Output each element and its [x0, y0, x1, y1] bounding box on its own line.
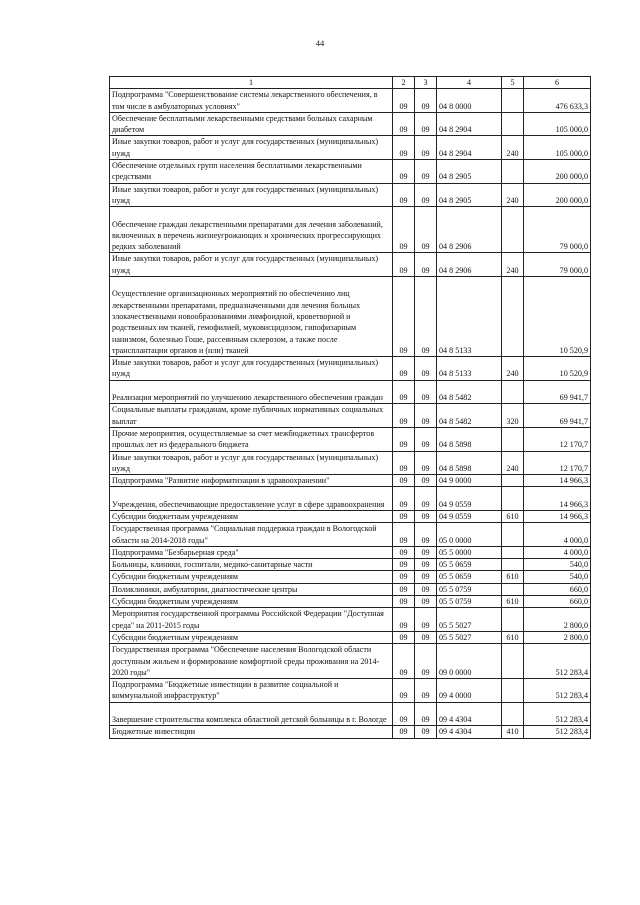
row-amount: 2 800,0 — [524, 631, 591, 643]
row-name: Подпрограмма "Бюджетные инвестиции в развитие социальной и коммунальной инфраструктур" — [110, 679, 393, 703]
row-expense-type: 240 — [502, 451, 524, 475]
table-row — [110, 487, 591, 511]
row-section: 09 — [393, 89, 415, 113]
row-expense-type: 240 — [502, 253, 524, 277]
row-name: Государственная программа "Обеспечение населения Вологодской области доступным жильем и формирование комфортной среды проживания на 2014-2020 годы" — [110, 644, 393, 679]
row-section: 09 — [393, 404, 415, 428]
row-name: Обеспечение граждан лекарственными препаратами для лечения заболеваний, включенных в перечень жизнеугрожающих и хронических прогрессирующих редких заболеваний — [110, 207, 393, 253]
row-name: Бюджетные инвестиции — [110, 726, 393, 738]
row-amount: 10 520,9 — [524, 277, 591, 357]
table-row — [110, 357, 591, 381]
header-col-3: 3 — [415, 77, 437, 89]
row-subsection: 09 — [415, 571, 437, 583]
row-target-article: 09 4 4304 — [437, 726, 502, 738]
row-expense-type — [502, 487, 524, 511]
row-name: Обеспечение отдельных групп населения бесплатными лекарственными средствами — [110, 160, 393, 184]
row-name: Иные закупки товаров, работ и услуг для государственных (муниципальных) нужд — [110, 357, 393, 381]
row-expense-type — [502, 546, 524, 558]
row-name: Субсидии бюджетным учреждениям — [110, 631, 393, 643]
row-name: Иные закупки товаров, работ и услуг для государственных (муниципальных) нужд — [110, 183, 393, 207]
row-amount: 512 283,4 — [524, 644, 591, 679]
table-row — [110, 571, 591, 583]
row-subsection: 09 — [415, 136, 437, 160]
row-amount: 200 000,0 — [524, 183, 591, 207]
row-name: Реализация мероприятий по улучшению лекарственного обеспечения граждан — [110, 380, 393, 404]
row-expense-type: 410 — [502, 726, 524, 738]
row-expense-type — [502, 523, 524, 547]
header-col-2: 2 — [393, 77, 415, 89]
row-section: 09 — [393, 546, 415, 558]
row-section: 09 — [393, 596, 415, 608]
row-section: 09 — [393, 183, 415, 207]
row-amount: 69 941,7 — [524, 380, 591, 404]
row-name: Больницы, клиники, госпитали, медико-санитарные части — [110, 559, 393, 571]
table-row — [110, 136, 591, 160]
row-amount: 14 966,3 — [524, 475, 591, 487]
table-row — [110, 679, 591, 703]
row-name: Социальные выплаты гражданам, кроме публичных нормативных социальных выплат — [110, 404, 393, 428]
row-expense-type — [502, 679, 524, 703]
row-amount: 4 000,0 — [524, 546, 591, 558]
row-expense-type — [502, 608, 524, 632]
row-subsection: 09 — [415, 679, 437, 703]
row-expense-type — [502, 160, 524, 184]
table-row — [110, 207, 591, 253]
row-subsection: 09 — [415, 631, 437, 643]
table-row — [110, 475, 591, 487]
row-amount: 12 170,7 — [524, 427, 591, 451]
table-row — [110, 112, 591, 136]
row-target-article: 05 5 0659 — [437, 571, 502, 583]
row-target-article: 05 5 0000 — [437, 546, 502, 558]
row-subsection: 09 — [415, 608, 437, 632]
row-subsection: 09 — [415, 277, 437, 357]
header-col-4: 4 — [437, 77, 502, 89]
row-amount: 660,0 — [524, 583, 591, 595]
row-target-article: 04 8 2906 — [437, 207, 502, 253]
row-expense-type: 610 — [502, 511, 524, 523]
row-section: 09 — [393, 679, 415, 703]
row-amount: 14 966,3 — [524, 487, 591, 511]
row-subsection: 09 — [415, 511, 437, 523]
row-section: 09 — [393, 357, 415, 381]
row-section: 09 — [393, 631, 415, 643]
row-section: 09 — [393, 559, 415, 571]
row-name: Поликлиники, амбулатории, диагностические центры — [110, 583, 393, 595]
table-row — [110, 404, 591, 428]
row-expense-type: 610 — [502, 596, 524, 608]
table-body — [110, 89, 591, 738]
row-target-article: 04 8 0000 — [437, 89, 502, 113]
table-row — [110, 631, 591, 643]
row-subsection: 09 — [415, 523, 437, 547]
row-section: 09 — [393, 136, 415, 160]
row-amount: 660,0 — [524, 596, 591, 608]
row-target-article: 04 9 0559 — [437, 511, 502, 523]
row-amount: 512 283,4 — [524, 726, 591, 738]
header-row — [110, 77, 591, 89]
row-name: Субсидии бюджетным учреждениям — [110, 511, 393, 523]
row-expense-type: 320 — [502, 404, 524, 428]
table-row — [110, 726, 591, 738]
table-row — [110, 596, 591, 608]
row-target-article: 05 5 5027 — [437, 608, 502, 632]
row-amount: 105 000,0 — [524, 112, 591, 136]
row-amount: 69 941,7 — [524, 404, 591, 428]
row-expense-type: 240 — [502, 183, 524, 207]
row-target-article: 04 8 5898 — [437, 451, 502, 475]
row-amount: 540,0 — [524, 559, 591, 571]
row-amount: 79 000,0 — [524, 207, 591, 253]
row-name: Обеспечение бесплатными лекарственными средствами больных сахарным диабетом — [110, 112, 393, 136]
row-expense-type — [502, 644, 524, 679]
row-subsection: 09 — [415, 357, 437, 381]
row-target-article: 04 8 5133 — [437, 357, 502, 381]
table-row — [110, 511, 591, 523]
row-expense-type: 610 — [502, 631, 524, 643]
row-target-article: 04 9 0559 — [437, 487, 502, 511]
table-row — [110, 277, 591, 357]
row-amount: 476 633,3 — [524, 89, 591, 113]
row-subsection: 09 — [415, 475, 437, 487]
row-section: 09 — [393, 253, 415, 277]
row-section: 09 — [393, 112, 415, 136]
table-row — [110, 523, 591, 547]
row-amount: 512 283,4 — [524, 702, 591, 726]
table-row — [110, 608, 591, 632]
row-expense-type — [502, 277, 524, 357]
row-amount: 12 170,7 — [524, 451, 591, 475]
table-row — [110, 183, 591, 207]
row-section: 09 — [393, 487, 415, 511]
row-section: 09 — [393, 451, 415, 475]
row-section: 09 — [393, 644, 415, 679]
row-name: Субсидии бюджетным учреждениям — [110, 571, 393, 583]
row-expense-type — [502, 112, 524, 136]
row-name: Учреждения, обеспечивающие предоставление услуг в сфере здравоохранения — [110, 487, 393, 511]
table-row — [110, 451, 591, 475]
row-section: 09 — [393, 380, 415, 404]
row-name: Иные закупки товаров, работ и услуг для государственных (муниципальных) нужд — [110, 253, 393, 277]
row-expense-type — [502, 583, 524, 595]
table-row — [110, 644, 591, 679]
row-subsection: 09 — [415, 596, 437, 608]
row-subsection: 09 — [415, 546, 437, 558]
table-row — [110, 253, 591, 277]
row-amount: 10 520,9 — [524, 357, 591, 381]
row-target-article: 05 0 0000 — [437, 523, 502, 547]
row-target-article: 05 5 5027 — [437, 631, 502, 643]
row-expense-type — [502, 207, 524, 253]
row-subsection: 09 — [415, 89, 437, 113]
header-col-1: 1 — [110, 77, 393, 89]
row-name: Субсидии бюджетным учреждениям — [110, 596, 393, 608]
table-row — [110, 380, 591, 404]
row-subsection: 09 — [415, 644, 437, 679]
row-expense-type: 240 — [502, 357, 524, 381]
header-col-6: 6 — [524, 77, 591, 89]
row-subsection: 09 — [415, 726, 437, 738]
row-name: Мероприятия государственной программы Российской Федерации "Доступная среда" на 2011-2015 годы — [110, 608, 393, 632]
row-subsection: 09 — [415, 253, 437, 277]
row-subsection: 09 — [415, 112, 437, 136]
row-subsection: 09 — [415, 380, 437, 404]
row-section: 09 — [393, 427, 415, 451]
row-subsection: 09 — [415, 559, 437, 571]
table-row — [110, 89, 591, 113]
row-target-article: 04 8 5898 — [437, 427, 502, 451]
row-subsection: 09 — [415, 404, 437, 428]
row-target-article: 05 5 0759 — [437, 596, 502, 608]
row-target-article: 04 8 2905 — [437, 183, 502, 207]
row-target-article: 04 8 5133 — [437, 277, 502, 357]
row-section: 09 — [393, 207, 415, 253]
row-subsection: 09 — [415, 583, 437, 595]
header-col-5: 5 — [502, 77, 524, 89]
row-target-article: 04 8 2904 — [437, 136, 502, 160]
row-amount: 540,0 — [524, 571, 591, 583]
row-name: Прочие мероприятия, осуществляемые за счет межбюджетных трансфертов прошлых лет из федерального бюджета — [110, 427, 393, 451]
row-target-article: 04 8 2904 — [437, 112, 502, 136]
row-target-article: 09 4 4304 — [437, 702, 502, 726]
row-target-article: 04 8 2906 — [437, 253, 502, 277]
row-name: Подпрограмма "Безбарьерная среда" — [110, 546, 393, 558]
row-name: Осуществление организационных мероприятий по обеспечению лиц лекарственными препаратами, предназначенными для лечения больных злокачественными новообразованиями лимфоидной, кроветворной и родственных им тканей, гемофилией, муковисцидозом, гипофизарным нанизмом, болезнью Гоше, рассеянным склерозом, а также после трансплантации органов и (или) тканей — [110, 277, 393, 357]
row-expense-type — [502, 89, 524, 113]
row-subsection: 09 — [415, 160, 437, 184]
row-target-article: 04 9 0000 — [437, 475, 502, 487]
budget-table — [109, 76, 591, 739]
row-target-article: 09 0 0000 — [437, 644, 502, 679]
row-subsection: 09 — [415, 427, 437, 451]
row-name: Подпрограмма "Развитие информатизации в здравоохранении" — [110, 475, 393, 487]
row-section: 09 — [393, 726, 415, 738]
row-target-article: 04 8 2905 — [437, 160, 502, 184]
table-row — [110, 160, 591, 184]
row-expense-type — [502, 702, 524, 726]
row-amount: 2 800,0 — [524, 608, 591, 632]
row-target-article: 09 4 0000 — [437, 679, 502, 703]
row-section: 09 — [393, 523, 415, 547]
page-number: 44 — [315, 38, 325, 48]
row-subsection: 09 — [415, 207, 437, 253]
row-target-article: 05 5 0759 — [437, 583, 502, 595]
row-target-article: 04 8 5482 — [437, 380, 502, 404]
row-name: Иные закупки товаров, работ и услуг для государственных (муниципальных) нужд — [110, 451, 393, 475]
row-section: 09 — [393, 475, 415, 487]
row-section: 09 — [393, 160, 415, 184]
row-name: Иные закупки товаров, работ и услуг для государственных (муниципальных) нужд — [110, 136, 393, 160]
row-subsection: 09 — [415, 451, 437, 475]
row-target-article: 04 8 5482 — [437, 404, 502, 428]
table-row — [110, 702, 591, 726]
row-expense-type — [502, 380, 524, 404]
row-expense-type: 240 — [502, 136, 524, 160]
row-amount: 200 000,0 — [524, 160, 591, 184]
row-amount: 14 966,3 — [524, 511, 591, 523]
row-section: 09 — [393, 511, 415, 523]
row-expense-type: 610 — [502, 571, 524, 583]
row-subsection: 09 — [415, 183, 437, 207]
row-name: Государственная программа "Социальная поддержка граждан в Вологодской области на 2014-2018 годы" — [110, 523, 393, 547]
row-subsection: 09 — [415, 487, 437, 511]
row-amount: 512 283,4 — [524, 679, 591, 703]
row-expense-type — [502, 427, 524, 451]
row-expense-type — [502, 559, 524, 571]
table-row — [110, 427, 591, 451]
row-section: 09 — [393, 702, 415, 726]
row-section: 09 — [393, 277, 415, 357]
row-amount: 4 000,0 — [524, 523, 591, 547]
row-section: 09 — [393, 608, 415, 632]
row-name: Завершение строительства комплекса областной детской больницы в г. Вологде — [110, 702, 393, 726]
row-name: Подпрограмма "Совершенствование системы лекарственного обеспечения, в том числе в амбулаторных условиях" — [110, 89, 393, 113]
row-amount: 79 000,0 — [524, 253, 591, 277]
row-section: 09 — [393, 571, 415, 583]
table-row — [110, 583, 591, 595]
row-target-article: 05 5 0659 — [437, 559, 502, 571]
row-expense-type — [502, 475, 524, 487]
table-row — [110, 559, 591, 571]
row-subsection: 09 — [415, 702, 437, 726]
table-row — [110, 546, 591, 558]
row-section: 09 — [393, 583, 415, 595]
row-amount: 105 000,0 — [524, 136, 591, 160]
